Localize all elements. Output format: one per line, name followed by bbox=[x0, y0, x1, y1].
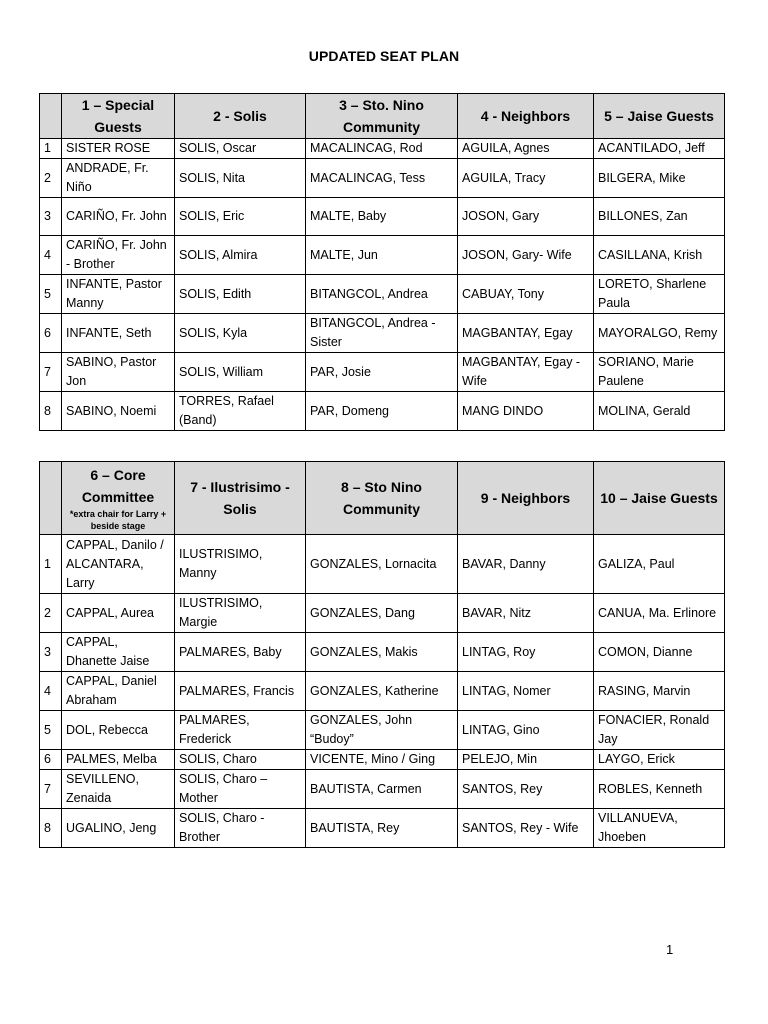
guest-name-cell: MANG DINDO bbox=[458, 392, 594, 431]
page-number: 1 bbox=[666, 942, 674, 957]
guest-name-cell: INFANTE, Pastor Manny bbox=[62, 275, 175, 314]
guest-name-cell: MALTE, Jun bbox=[306, 236, 458, 275]
table-row bbox=[40, 159, 725, 198]
table-row bbox=[40, 594, 725, 633]
row-number-cell: 8 bbox=[40, 392, 62, 431]
guest-name-cell: CAPPAL, Aurea bbox=[62, 594, 175, 633]
guest-name-cell: VILLANUEVA, Jhoeben bbox=[594, 809, 725, 848]
table-row bbox=[40, 535, 725, 594]
guest-name-cell: LAYGO, Erick bbox=[594, 750, 725, 770]
row-number-cell: 4 bbox=[40, 672, 62, 711]
table-row bbox=[40, 139, 725, 159]
seat-plan-table-2 bbox=[39, 461, 725, 848]
guest-name-cell: COMON, Dianne bbox=[594, 633, 725, 672]
guest-name-cell: RASING, Marvin bbox=[594, 672, 725, 711]
guest-name-cell: GALIZA, Paul bbox=[594, 535, 725, 594]
row-number-cell: 4 bbox=[40, 236, 62, 275]
guest-name-cell: SANTOS, Rey - Wife bbox=[458, 809, 594, 848]
column-header: 2 - Solis bbox=[175, 94, 306, 139]
guest-name-cell: SOLIS, Oscar bbox=[175, 139, 306, 159]
table-row bbox=[40, 711, 725, 750]
guest-name-cell: PALMARES, Francis bbox=[175, 672, 306, 711]
table-row bbox=[40, 198, 725, 236]
table-row bbox=[40, 809, 725, 848]
guest-name-cell: BILLONES, Zan bbox=[594, 198, 725, 236]
column-header: 7 - Ilustrisimo - Solis bbox=[175, 462, 306, 535]
guest-name-cell: VICENTE, Mino / Ging bbox=[306, 750, 458, 770]
row-number-cell: 3 bbox=[40, 198, 62, 236]
guest-name-cell: CARIÑO, Fr. John bbox=[62, 198, 175, 236]
guest-name-cell: LINTAG, Gino bbox=[458, 711, 594, 750]
table-row bbox=[40, 770, 725, 809]
column-header: 5 – Jaise Guests bbox=[594, 94, 725, 139]
table-header-row bbox=[40, 462, 725, 535]
guest-name-cell: PALMES, Melba bbox=[62, 750, 175, 770]
column-header: 8 – Sto Nino Community bbox=[306, 462, 458, 535]
table-row bbox=[40, 392, 725, 431]
row-number-cell: 3 bbox=[40, 633, 62, 672]
guest-name-cell: CAPPAL, Danilo / ALCANTARA, Larry bbox=[62, 535, 175, 594]
guest-name-cell: AGUILA, Agnes bbox=[458, 139, 594, 159]
row-number-cell: 1 bbox=[40, 139, 62, 159]
column-header: 10 – Jaise Guests bbox=[594, 462, 725, 535]
table-row bbox=[40, 275, 725, 314]
row-number-cell: 5 bbox=[40, 275, 62, 314]
table-row bbox=[40, 353, 725, 392]
row-number-cell: 7 bbox=[40, 353, 62, 392]
table-row bbox=[40, 633, 725, 672]
column-header: 3 – Sto. Nino Community bbox=[306, 94, 458, 139]
guest-name-cell: MAGBANTAY, Egay bbox=[458, 314, 594, 353]
table-row bbox=[40, 314, 725, 353]
guest-name-cell: LORETO, Sharlene Paula bbox=[594, 275, 725, 314]
guest-name-cell: BITANGCOL, Andrea - Sister bbox=[306, 314, 458, 353]
guest-name-cell: ROBLES, Kenneth bbox=[594, 770, 725, 809]
guest-name-cell: SISTER ROSE bbox=[62, 139, 175, 159]
guest-name-cell: GONZALES, Makis bbox=[306, 633, 458, 672]
guest-name-cell: SABINO, Noemi bbox=[62, 392, 175, 431]
guest-name-cell: SOLIS, Charo – Mother bbox=[175, 770, 306, 809]
guest-name-cell: LINTAG, Roy bbox=[458, 633, 594, 672]
table-header-row bbox=[40, 94, 725, 139]
guest-name-cell: PALMARES, Baby bbox=[175, 633, 306, 672]
guest-name-cell: SOLIS, Nita bbox=[175, 159, 306, 198]
column-header: 9 - Neighbors bbox=[458, 462, 594, 535]
guest-name-cell: CANUA, Ma. Erlinore bbox=[594, 594, 725, 633]
guest-name-cell: BAVAR, Danny bbox=[458, 535, 594, 594]
guest-name-cell: SOLIS, Eric bbox=[175, 198, 306, 236]
guest-name-cell: SANTOS, Rey bbox=[458, 770, 594, 809]
page-title: UPDATED SEAT PLAN bbox=[308, 48, 460, 64]
column-header: 1 – Special Guests bbox=[62, 94, 175, 139]
guest-name-cell: BILGERA, Mike bbox=[594, 159, 725, 198]
table-row bbox=[40, 672, 725, 711]
guest-name-cell: BITANGCOL, Andrea bbox=[306, 275, 458, 314]
column-header-with-note bbox=[62, 462, 175, 535]
guest-name-cell: MALTE, Baby bbox=[306, 198, 458, 236]
guest-name-cell: PALMARES, Frederick bbox=[175, 711, 306, 750]
guest-name-cell: SOLIS, Kyla bbox=[175, 314, 306, 353]
guest-name-cell: GONZALES, Lornacita bbox=[306, 535, 458, 594]
guest-name-cell: SOLIS, Edith bbox=[175, 275, 306, 314]
guest-name-cell: SORIANO, Marie Paulene bbox=[594, 353, 725, 392]
guest-name-cell: DOL, Rebecca bbox=[62, 711, 175, 750]
row-number-cell: 6 bbox=[40, 314, 62, 353]
guest-name-cell: SOLIS, Charo bbox=[175, 750, 306, 770]
table-row bbox=[40, 236, 725, 275]
guest-name-cell: SOLIS, Almira bbox=[175, 236, 306, 275]
guest-name-cell: SOLIS, Charo - Brother bbox=[175, 809, 306, 848]
row-number-cell: 8 bbox=[40, 809, 62, 848]
column-header: 4 - Neighbors bbox=[458, 94, 594, 139]
guest-name-cell: ACANTILADO, Jeff bbox=[594, 139, 725, 159]
guest-name-cell: MACALINCAG, Tess bbox=[306, 159, 458, 198]
guest-name-cell: BAUTISTA, Rey bbox=[306, 809, 458, 848]
guest-name-cell: JOSON, Gary- Wife bbox=[458, 236, 594, 275]
guest-name-cell: SABINO, Pastor Jon bbox=[62, 353, 175, 392]
guest-name-cell: SOLIS, William bbox=[175, 353, 306, 392]
guest-name-cell: BAVAR, Nitz bbox=[458, 594, 594, 633]
guest-name-cell: PAR, Josie bbox=[306, 353, 458, 392]
guest-name-cell: CAPPAL, Daniel Abraham bbox=[62, 672, 175, 711]
guest-name-cell: ILUSTRISIMO, Margie bbox=[175, 594, 306, 633]
guest-name-cell: PELEJO, Min bbox=[458, 750, 594, 770]
table-row bbox=[40, 750, 725, 770]
row-number-cell: 5 bbox=[40, 711, 62, 750]
guest-name-cell: GONZALES, John “Budoy” bbox=[306, 711, 458, 750]
guest-name-cell: MAYORALGO, Remy bbox=[594, 314, 725, 353]
guest-name-cell: MAGBANTAY, Egay - Wife bbox=[458, 353, 594, 392]
guest-name-cell: GONZALES, Dang bbox=[306, 594, 458, 633]
header-note: *extra chair for Larry + beside stage bbox=[69, 509, 167, 531]
guest-name-cell: PAR, Domeng bbox=[306, 392, 458, 431]
guest-name-cell: CABUAY, Tony bbox=[458, 275, 594, 314]
guest-name-cell: TORRES, Rafael (Band) bbox=[175, 392, 306, 431]
guest-name-cell: GONZALES, Katherine bbox=[306, 672, 458, 711]
guest-name-cell: ANDRADE, Fr. Niño bbox=[62, 159, 175, 198]
guest-name-cell: CARIÑO, Fr. John - Brother bbox=[62, 236, 175, 275]
guest-name-cell: SEVILLENO, Zenaida bbox=[62, 770, 175, 809]
guest-name-cell: LINTAG, Nomer bbox=[458, 672, 594, 711]
row-number-cell: 6 bbox=[40, 750, 62, 770]
guest-name-cell: MOLINA, Gerald bbox=[594, 392, 725, 431]
guest-name-cell: MACALINCAG, Rod bbox=[306, 139, 458, 159]
row-number-cell: 2 bbox=[40, 159, 62, 198]
row-number-cell: 7 bbox=[40, 770, 62, 809]
row-number-cell: 1 bbox=[40, 535, 62, 594]
column-header-label: 6 – Core Committee bbox=[81, 467, 155, 505]
guest-name-cell: UGALINO, Jeng bbox=[62, 809, 175, 848]
guest-name-cell: BAUTISTA, Carmen bbox=[306, 770, 458, 809]
seat-plan-table-1 bbox=[39, 93, 725, 431]
row-number-cell: 2 bbox=[40, 594, 62, 633]
guest-name-cell: AGUILA, Tracy bbox=[458, 159, 594, 198]
row-number-header bbox=[40, 94, 62, 139]
guest-name-cell: CASILLANA, Krish bbox=[594, 236, 725, 275]
row-number-header bbox=[40, 462, 62, 535]
guest-name-cell: JOSON, Gary bbox=[458, 198, 594, 236]
guest-name-cell: INFANTE, Seth bbox=[62, 314, 175, 353]
guest-name-cell: FONACIER, Ronald Jay bbox=[594, 711, 725, 750]
guest-name-cell: ILUSTRISIMO, Manny bbox=[175, 535, 306, 594]
guest-name-cell: CAPPAL, Dhanette Jaise bbox=[62, 633, 175, 672]
